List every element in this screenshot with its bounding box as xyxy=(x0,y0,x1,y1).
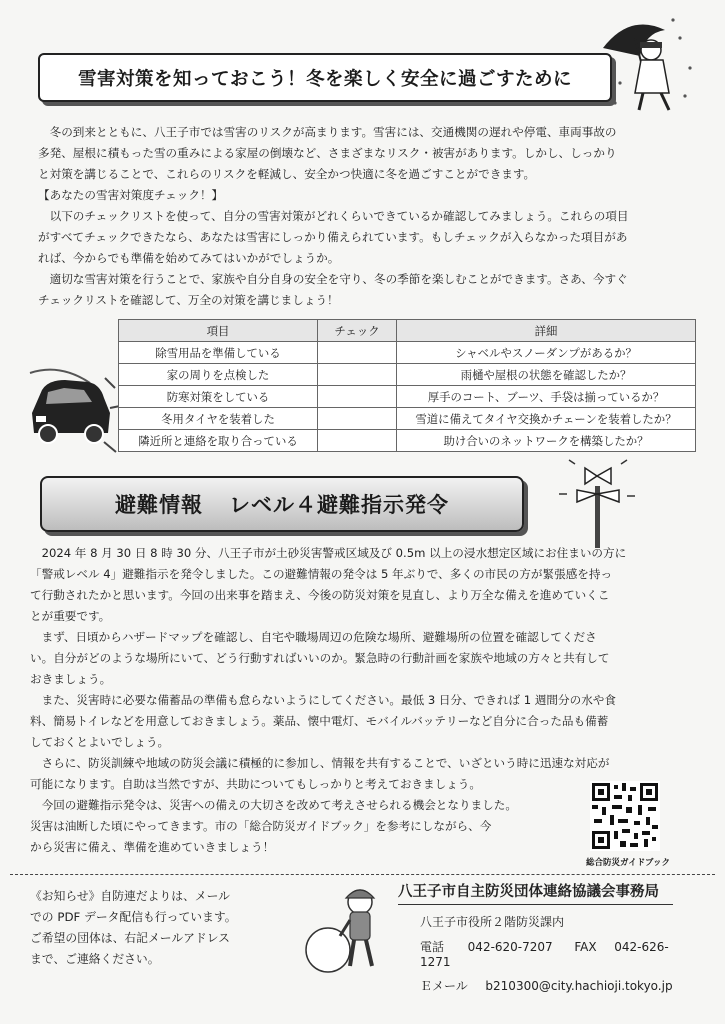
office-email-row xyxy=(420,977,698,994)
table-cell-detail: 厚手のコート、ブーツ、手袋は揃っているか？ xyxy=(397,386,696,408)
snow-section-body xyxy=(38,122,698,311)
table-cell-check[interactable] xyxy=(318,342,397,364)
table-row xyxy=(119,364,696,386)
table-cell-detail: シャベルやスノーダンプがあるか？ xyxy=(397,342,696,364)
footer-divider xyxy=(10,874,715,875)
closing-line: 適切な雪害対策を行うことで、家族や自分自身の安全を守り、冬の季節を楽しむことができます。さあ、今すぐ xyxy=(49,272,628,286)
table-cell-detail: 雪道に備えてタイヤ交換かチェーンを装着したか？ xyxy=(397,408,696,430)
evac-line: 料、簡易トイレなどを用意しておきましょう。薬品、懐中電灯、モバイルバッテリーなど自分に合った品も備蓄 xyxy=(30,714,609,728)
table-row xyxy=(119,386,696,408)
evac-line: 災害は油断した頃にやってきます。市の「総合防災ガイドブック」を参考にしながら、今 xyxy=(30,819,492,833)
evac-line: しておくとよいでしょう。 xyxy=(30,735,170,749)
table-cell-check[interactable] xyxy=(318,430,397,452)
evac-line: 可能になります。自助は当然ですが、共助についてもしっかりと考えておきましょう。 xyxy=(30,777,481,791)
qr-code[interactable] xyxy=(590,781,660,851)
table-header-detail: 詳細 xyxy=(397,320,696,342)
phone-label: 電話 xyxy=(420,940,445,954)
phone-number: 042-620-7207 xyxy=(467,940,553,954)
table-row xyxy=(119,408,696,430)
check-line: 以下のチェックリストを使って、自分の雪害対策がどれくらいできているか確認してみましょう。これらの項目 xyxy=(49,209,629,223)
table-cell-check[interactable] xyxy=(318,408,397,430)
check-line: がすべてチェックできたなら、あなたは雪害にしっかり備えられています。もしチェックが入らなかった項目があ xyxy=(38,230,628,244)
office-name: 八王子市自主防災団体連絡協議会事務局 xyxy=(398,880,673,905)
notice-line: 《お知らせ》自防連だよりは、メール xyxy=(30,889,230,903)
evac-line: 2024 年 8 月 30 日 8 時 30 分、八王子市が土砂災害警戒区域及び 0.5m 以上の浸水想定区域にお住まいの方に xyxy=(41,546,627,560)
evac-line: 今回の避難指示発令は、災害への備えの大切さを改めて考えさせられる機会となりました。 xyxy=(41,798,517,812)
table-cell-item: 冬用タイヤを装着した xyxy=(119,408,318,430)
notice-line: での PDF データ配信も行っています。 xyxy=(30,910,237,924)
fax-number: 042-626-1271 xyxy=(420,940,669,969)
email-address[interactable]: b210300@city.hachioji.tokyo.jp xyxy=(485,979,673,993)
table-cell-detail: 助け合いのネットワークを構築したか？ xyxy=(397,430,696,452)
closing-line: チェックリストを確認して、万全の対策を講じましょう！ xyxy=(38,293,339,307)
table-cell-check[interactable] xyxy=(318,364,397,386)
evacuation-section-title xyxy=(40,476,524,532)
evac-line: さらに、防災訓練や地域の防災会議に積極的に参加し、情報を共有することで、いざという時に迅速な対応が xyxy=(41,756,610,770)
qr-code-label: 総合防災ガイドブック xyxy=(586,858,670,868)
evac-line: まず、日頃からハザードマップを確認し、自宅や職場周辺の危険な場所、避難場所の位置を確認してくださ xyxy=(41,630,597,644)
table-cell-item: 除雪用品を準備している xyxy=(119,342,318,364)
table-row xyxy=(119,430,696,452)
check-heading: 【あなたの雪害対策度チェック！】 xyxy=(38,188,224,202)
intro-line: と対策を講じることで、これらのリスクを軽減し、安全かつ快適に冬を過ごすことができます。 xyxy=(38,167,536,181)
office-contact-block xyxy=(398,880,698,994)
notice-line: ご希望の団体は、右記メールアドレス xyxy=(30,931,230,945)
intro-line: 冬の到来とともに、八王子市では雪害のリスクが高まります。雪害には、交通機関の遅れや停電、車両事故の xyxy=(49,125,617,139)
evac-line: おきましょう。 xyxy=(30,672,112,686)
evac-line: から災害に備え、準備を進めていきましょう！ xyxy=(30,840,275,854)
office-phone-row xyxy=(420,938,698,969)
snow-section-title: 雪害対策を知っておこう！冬を楽しく安全に過ごすために xyxy=(38,53,612,102)
table-header-check: チェック xyxy=(318,320,397,342)
evac-line: とが重要です。 xyxy=(30,609,111,623)
table-row xyxy=(119,342,696,364)
office-address: 八王子市役所２階防災課内 xyxy=(420,915,565,929)
evacuation-title-left: 避難情報 xyxy=(115,493,203,517)
evac-line: 「警戒レベル 4」避難指示を発令しました。この避難情報の発令は 5 年ぶりで、多くの市民の方が緊張感を持っ xyxy=(30,567,613,581)
evacuation-title-right: レベル４避難指示発令 xyxy=(229,493,449,517)
check-line: れば、今からでも準備を始めてみてはいかがでしょうか。 xyxy=(38,251,340,265)
table-cell-item: 防寒対策をしている xyxy=(119,386,318,408)
table-header-row xyxy=(119,320,696,342)
loudspeaker-pole-illustration xyxy=(555,458,640,548)
footer-notice xyxy=(30,886,290,970)
snow-checklist-table xyxy=(118,319,696,452)
car-on-snow-illustration xyxy=(20,358,125,458)
intro-line: 多発、屋根に積もった雪の重みによる家屋の倒壊など、さまざまなリスク・被害があります。しかし、しっかり xyxy=(38,146,617,160)
table-cell-item: 家の周りを点検した xyxy=(119,364,318,386)
evac-line: て行動されたかと思います。今回の出来事を踏まえ、今後の防災対策を見直し、より万全な備えを進めていくこ xyxy=(30,588,610,602)
table-header-item: 項目 xyxy=(119,320,318,342)
notice-line: まで、ご連絡ください。 xyxy=(30,952,160,966)
table-cell-detail: 雨樋や屋根の状態を確認したか？ xyxy=(397,364,696,386)
snowman-child-illustration xyxy=(302,880,392,980)
table-cell-item: 隣近所と連絡を取り合っている xyxy=(119,430,318,452)
evac-line: また、災害時に必要な備蓄品の準備も怠らないようにしてください。最低 3 日分、できれば 1 週間分の水や食 xyxy=(41,693,616,707)
fax-label: FAX xyxy=(574,940,597,954)
email-label: Ｅメール xyxy=(420,979,468,993)
evac-line: い。自分がどのような場所にいて、どう行動すればいいのか。緊急時の行動計画を家族や地域の方々と共有して xyxy=(30,651,610,665)
table-cell-check[interactable] xyxy=(318,386,397,408)
